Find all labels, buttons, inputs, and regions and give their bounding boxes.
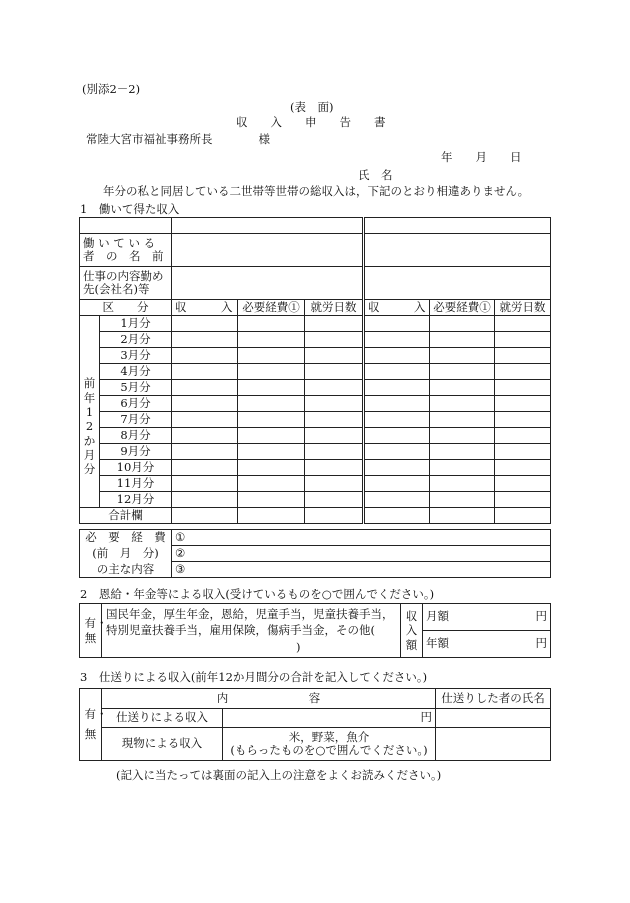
month-label: 11月分 <box>100 476 172 492</box>
expense-content-label-1: 必 要 経 費 <box>80 530 172 546</box>
period-label: 前年12か月分 <box>80 316 100 508</box>
goods-sender-field[interactable] <box>436 728 551 761</box>
document-title: 収 入 申 告 書 <box>236 115 386 129</box>
month-label: 6月分 <box>100 396 172 412</box>
month-label: 12月分 <box>100 492 172 508</box>
work-income-table <box>79 217 551 578</box>
name-label: 氏 名 <box>358 168 393 182</box>
month-label: 5月分 <box>100 380 172 396</box>
month-label: 8月分 <box>100 428 172 444</box>
workplace-label: 仕事の内容勤め 先(会社名)等 <box>80 267 172 300</box>
worker-1-name-field[interactable] <box>172 234 364 267</box>
expense-content-3[interactable]: ③ <box>172 562 551 578</box>
form-number: (別添2－2) <box>82 82 141 96</box>
worker-2-workplace-field[interactable] <box>364 267 551 300</box>
days-column-header: 就労日数 <box>305 300 364 316</box>
worker-2-name-field[interactable] <box>364 234 551 267</box>
amount-label: 収入額 <box>401 604 423 658</box>
expense-content-label-2: (前 月 分) <box>80 546 172 562</box>
month-label: 9月分 <box>100 444 172 460</box>
pension-items-text[interactable]: 国民年金，厚生年金，恩給，児童手当，児童扶養手当，特別児童扶養手当，雇用保険，傷病手当金，その他() <box>102 604 401 658</box>
expense-content-1[interactable]: ① <box>172 530 551 546</box>
income-column-header: 収 入 <box>172 300 238 316</box>
worker-2-header[interactable] <box>364 218 551 234</box>
pension-income-table <box>79 603 551 658</box>
total-label: 合計欄 <box>80 508 172 524</box>
page-side: (表 面) <box>290 100 334 114</box>
month-label: 3月分 <box>100 348 172 364</box>
declaration-text: 年分の私と同居している二世帯等世帯の総収入は，下記のとおり相違ありません。 <box>103 184 530 198</box>
cash-allowance-field[interactable]: 円 <box>223 709 436 728</box>
expense-column-header-2: 必要経費① <box>430 300 495 316</box>
goods-allowance-field[interactable]: 米，野菜，魚介 (もらったものを○で囲んでください。) <box>223 728 436 761</box>
month-label: 7月分 <box>100 412 172 428</box>
allowance-yes-no[interactable]: 有・無 <box>80 689 102 761</box>
worker-1-workplace-field[interactable] <box>172 267 364 300</box>
month-label: 4月分 <box>100 364 172 380</box>
expense-content-2[interactable]: ② <box>172 546 551 562</box>
addressee: 常陸大宮市福祉事務所長 様 <box>86 132 270 146</box>
section2-title: 2 恩給・年金等による収入(受けているものを○で囲んでください。) <box>80 587 435 601</box>
month-label: 2月分 <box>100 332 172 348</box>
days-column-header-2: 就労日数 <box>495 300 551 316</box>
pension-yes-no[interactable]: 有・無 <box>80 604 102 658</box>
date-field: 年 月 日 <box>441 150 522 164</box>
month-label: 10月分 <box>100 460 172 476</box>
monthly-amount-field[interactable]: 月額 円 <box>423 604 551 631</box>
section3-title: 3 仕送りによる収入(前年12か月間分の合計を記入してください。) <box>80 670 428 684</box>
content-column-header: 内 容 <box>102 689 436 709</box>
cash-sender-field[interactable] <box>436 709 551 728</box>
worker-name-label: 働 い て い る 者 の 名 前 <box>80 234 172 267</box>
footer-note: (記入に当たっては裏面の記入上の注意をよくお読みください。) <box>116 768 442 782</box>
category-header: 区 分 <box>80 300 172 316</box>
worker-1-header[interactable] <box>172 218 364 234</box>
month-label: 1月分 <box>100 316 172 332</box>
goods-allowance-label: 現物による収入 <box>102 728 223 761</box>
yearly-amount-field[interactable]: 年額 円 <box>423 631 551 658</box>
allowance-income-table <box>79 688 551 761</box>
sender-column-header: 仕送りした者の氏名 <box>436 689 551 709</box>
cash-allowance-label: 仕送りによる収入 <box>102 709 223 728</box>
section1-title: 1 働いて得た収入 <box>80 202 180 216</box>
total-income-field[interactable] <box>172 508 238 524</box>
income-column-header-2: 収 入 <box>364 300 430 316</box>
expense-content-label-3: の主な内容 <box>80 562 172 578</box>
expense-column-header: 必要経費① <box>238 300 305 316</box>
header-blank <box>80 218 172 234</box>
